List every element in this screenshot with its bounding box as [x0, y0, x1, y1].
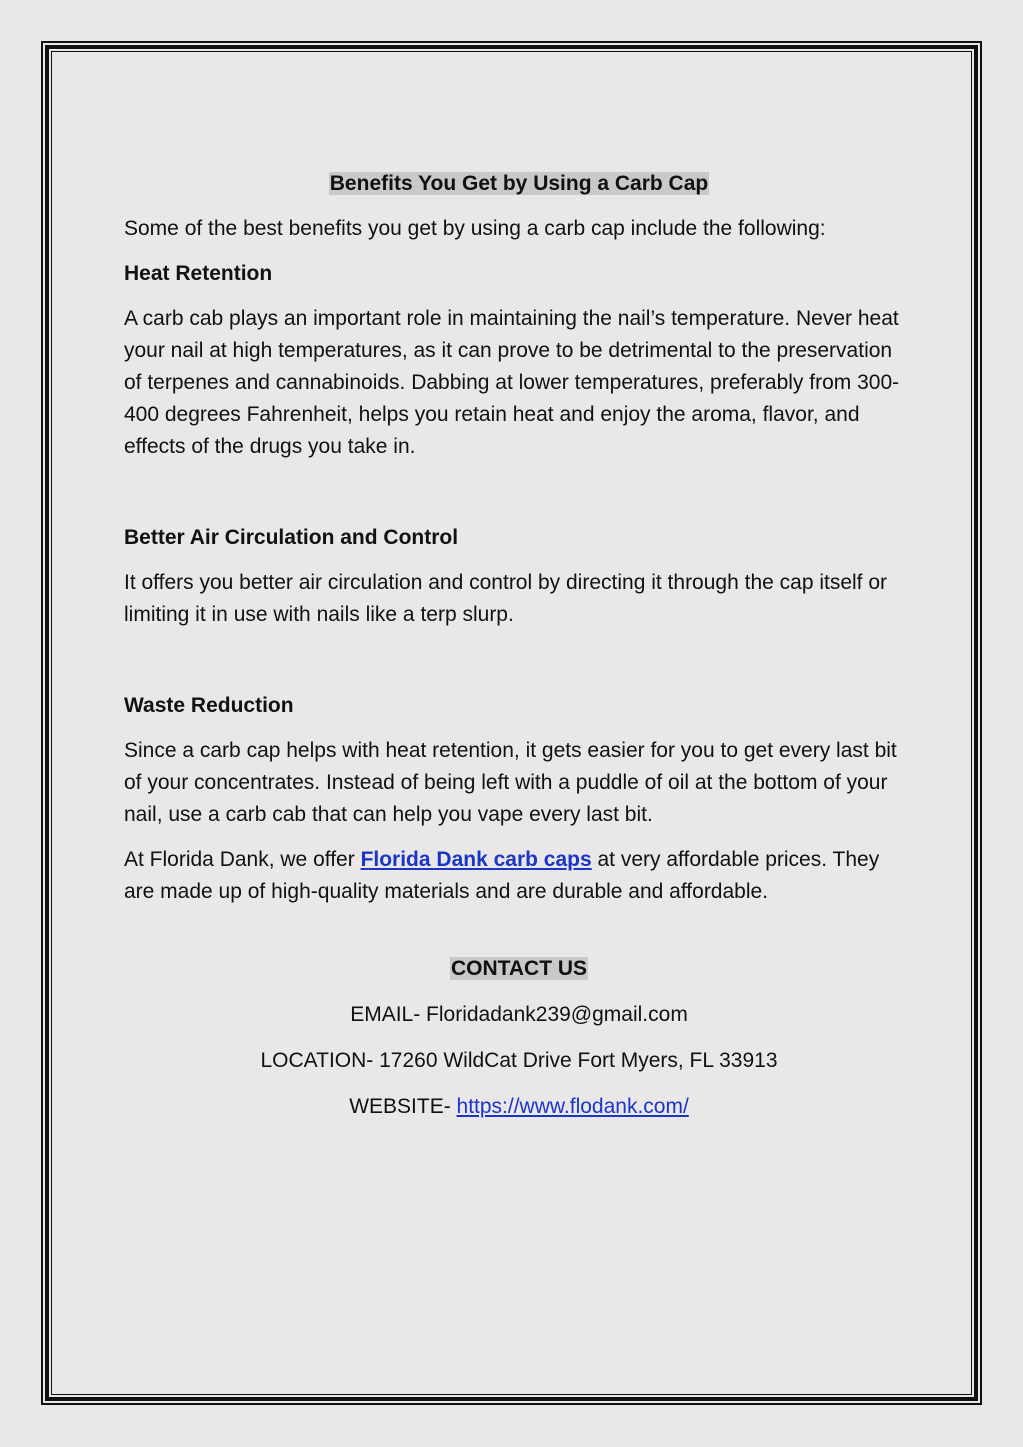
- contact-email: EMAIL- Floridadank239@gmail.com: [350, 1003, 688, 1026]
- intro-paragraph: Some of the best benefits you get by using a carb cap include the following:: [124, 217, 826, 240]
- offer-paragraph: [124, 844, 914, 908]
- spacer: [124, 644, 914, 690]
- spacer: [124, 476, 914, 522]
- offer-text-before: At Florida Dank, we offer: [124, 848, 361, 871]
- section-heading-heat-retention: Heat Retention: [124, 262, 273, 285]
- section-heading-air-circulation: Better Air Circulation and Control: [124, 526, 459, 549]
- document-content: [124, 168, 914, 1137]
- spacer: [124, 921, 914, 953]
- offer-text-after: at very affordable prices. They are made up of high-quality materials and are durable and affordable.: [124, 848, 880, 903]
- contact-title-line: [124, 953, 914, 985]
- section-body-heat-retention: A carb cab plays an important role in maintaining the nail’s temperature. Never heat your nail at high temperatures, as it can prove to be detrimental to the preservation of terpenes and cannabinoids. Dabbing at lower temperatures, preferably from 300-400 degrees Fahrenheit, helps you retain heat and enjoy the aroma, flavor, and effects of the drugs you take in.: [124, 307, 900, 458]
- website-label: WEBSITE-: [349, 1095, 457, 1118]
- section-body-waste-reduction: Since a carb cap helps with heat retention, it gets easier for you to get every last bit of your concentrates. Instead of being left with a puddle of oil at the bottom of your nail, use a carb cab that can help you vape every last bit.: [124, 739, 897, 826]
- section-body-air-circulation: It offers you better air circulation and control by directing it through the cap itself or limiting it in use with nails like a terp slurp.: [124, 571, 888, 626]
- contact-location: LOCATION- 17260 WildCat Drive Fort Myers, FL 33913: [260, 1049, 778, 1072]
- contact-title: CONTACT US: [450, 957, 588, 980]
- section-heading-waste-reduction: Waste Reduction: [124, 694, 294, 717]
- contact-website: [124, 1091, 914, 1123]
- title-line: [124, 168, 914, 200]
- page-title: Benefits You Get by Using a Carb Cap: [329, 172, 709, 195]
- carb-caps-link[interactable]: Florida Dank carb caps: [360, 848, 592, 871]
- website-link[interactable]: https://www.flodank.com/: [456, 1095, 689, 1118]
